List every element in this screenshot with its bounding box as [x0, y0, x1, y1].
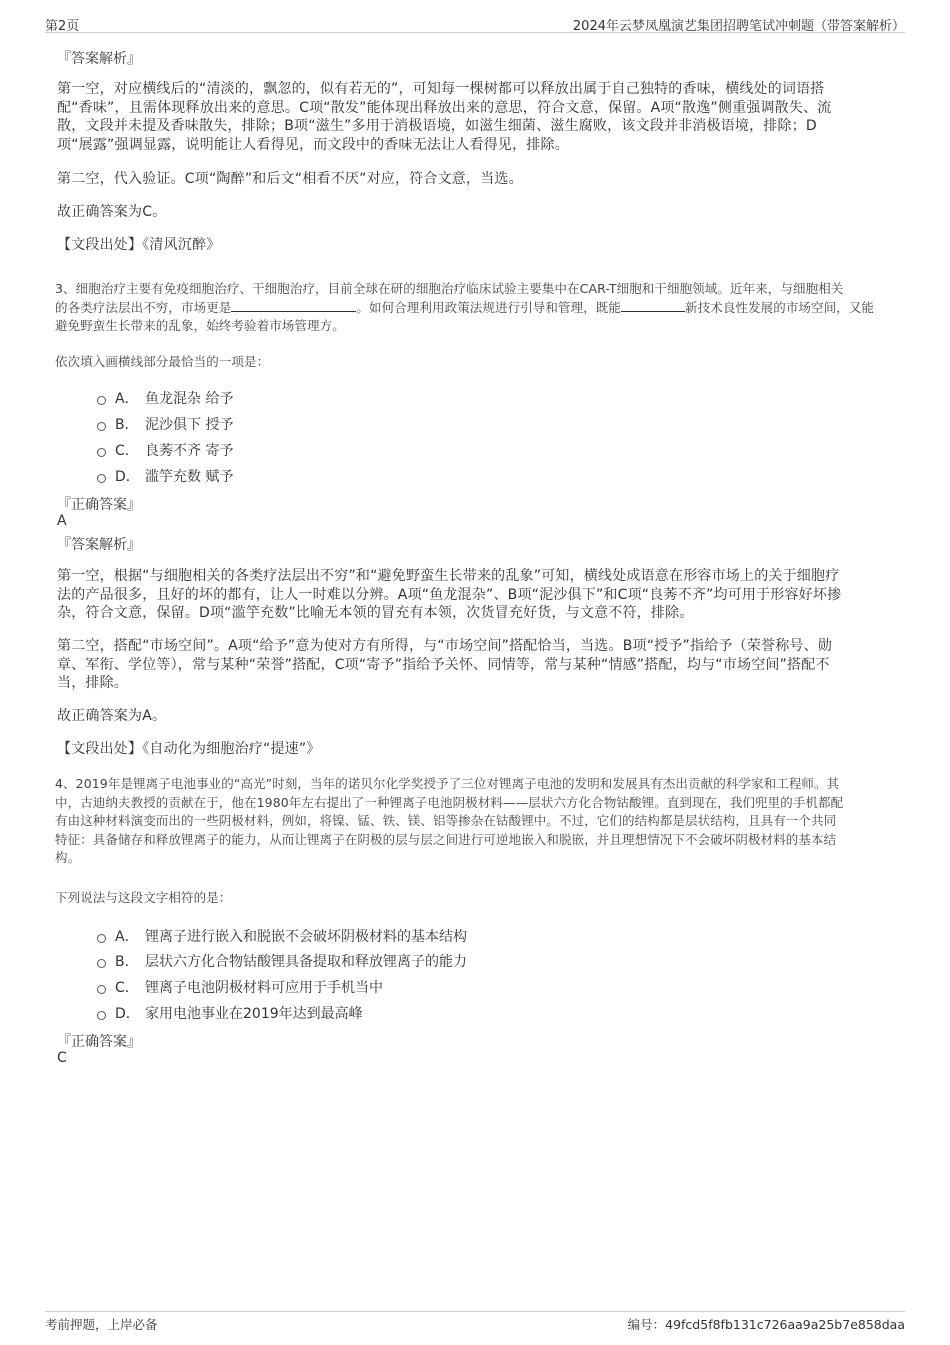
- radio-button[interactable]: [97, 422, 106, 431]
- radio-button[interactable]: [97, 959, 106, 968]
- radio-button[interactable]: [97, 396, 106, 405]
- blank-1: [231, 299, 356, 312]
- q3-conclusion: 故正确答案为A。: [57, 708, 167, 724]
- q3-analysis-label: 『答案解析』: [57, 537, 141, 553]
- q3-analysis-paragraph-1: 第一空，根据“与细胞相关的各类疗法层出不穷”和“避免野蛮生长带来的乱象”可知，横线处成语意在形容市场上的关于细胞疗 法的产品很多，且好的坏的都有，让人一时难以分辨。A项“鱼龙混杂”、B项“泥沙俱下”和C项“良莠不齐”均可用于形容好坏掺 杂，符合文意，保留。D项“滥竽充数”比喻无本领的冒充有本领，次货冒充好货，与文意不符，排除。: [57, 568, 842, 621]
- q3-option-a[interactable]: A． 鱼龙混杂 给予: [97, 388, 233, 408]
- q3-option-b[interactable]: B． 泥沙俱下 授予: [97, 414, 233, 434]
- q2-conclusion: 故正确答案为C。: [57, 204, 167, 220]
- q2-source: 【文段出处】《清风沉醉》: [57, 237, 221, 253]
- radio-button[interactable]: [97, 448, 106, 457]
- document-serial: 编号：49fcd5f8fb131c726aa9a25b7e858daa: [627, 1317, 905, 1332]
- q4-option-d[interactable]: D． 家用电池事业在2019年达到最高峰: [97, 1003, 363, 1023]
- q3-prompt: 依次填入画横线部分最恰当的一项是：: [55, 354, 270, 369]
- blank-2: [621, 299, 685, 312]
- q4-option-a[interactable]: A． 锂离子进行嵌入和脱嵌不会破坏阴极材料的基本结构: [97, 926, 467, 946]
- q4-option-c[interactable]: C． 锂离子电池阴极材料可应用于手机当中: [97, 977, 383, 997]
- q3-option-c[interactable]: C． 良莠不齐 寄予: [97, 440, 233, 460]
- q4-answer-label: 『正确答案』: [57, 1034, 141, 1050]
- q3-answer: A: [57, 513, 67, 529]
- footer-slogan: 考前押题，上岸必备: [45, 1317, 158, 1332]
- q2-analysis-paragraph-1: 第一空，对应横线后的“清淡的，飘忽的，似有若无的”，可知每一棵树都可以释放出属于自己独特的香味，横线处的词语搭 配“香味”，且需体现释放出来的意思。C项“散发”能体现出释放出来的意思，符合文意，保留。A项“散逸”侧重强调散失、流 散，文段并未提及香味散失，排除；B项“滋生”多用于消极语境，如滋生细菌、滋生腐败，该文段并非消极语境，排除；D 项“展露”强调显露，说明能让人看得见，而文段中的香味无法让人看得见，排除。: [57, 81, 832, 153]
- q2-analysis-label: 『答案解析』: [57, 51, 141, 67]
- q3-analysis-paragraph-2: 第二空，搭配“市场空间”。A项“给予”意为使对方有所得，与“市场空间”搭配恰当，当选。B项“授予”指给予（荣誉称号、勋 章、军衔、学位等），常与某种“荣誉”搭配，C项“寄予”指给予关怀、同情等，常与某种“情感”搭配，均与“市场空间”搭配不 当，排除。: [57, 638, 833, 691]
- q3-stem: 3、细胞治疗主要有免疫细胞治疗、干细胞治疗，目前全球在研的细胞治疗临床试验主要集中在CAR-T细胞和干细胞领域。近年来，与细胞相关 的各类疗法层出不穷，市场更是 。如何合理利用政策法规进行引导和管理，既能 新技术良性发展的市场空间，又能 避免野蛮生长带来的乱象，始终考验着市场管理方。: [55, 281, 875, 333]
- radio-button[interactable]: [97, 1011, 106, 1020]
- q4-answer: C: [57, 1050, 67, 1066]
- q4-stem: 4、2019年是锂离子电池事业的“高光”时刻，当年的诺贝尔化学奖授予了三位对锂离子电池的发明和发展具有杰出贡献的科学家和工程师。其 中，古迪纳夫教授的贡献在于，他在1980年左右提出了一种锂离子电池阴极材料——层状六方化合物钴酸锂。直到现在，我们兜里的手机都配 有由这种材料演变而出的一些阴极材料，例如，将镍、锰、铁、镁、铝等掺杂在钴酸锂中。不过，它们的结构都是层状结构，且具有一个共同 特征：具备储存和释放锂离子的能力，从而让锂离子在阴极的层与层之间进行可逆地嵌入和脱嵌，并且理想情况下不会破坏阴极材料的基本结 构。: [55, 776, 844, 865]
- q3-option-d[interactable]: D． 滥竽充数 赋予: [97, 466, 233, 486]
- q4-prompt: 下列说法与这段文字相符的是：: [55, 890, 232, 905]
- page-number: 第2页: [45, 19, 80, 34]
- q3-answer-label: 『正确答案』: [57, 497, 141, 513]
- radio-button[interactable]: [97, 985, 106, 994]
- radio-button[interactable]: [97, 474, 106, 483]
- q4-option-b[interactable]: B． 层状六方化合物钴酸锂具备提取和释放锂离子的能力: [97, 951, 467, 971]
- page-header: [45, 13, 905, 33]
- document-title: 2024年云梦凤凰演艺集团招聘笔试冲刺题（带答案解析）: [572, 19, 905, 34]
- page-footer: [45, 1311, 905, 1332]
- q2-analysis-paragraph-2: 第二空，代入验证。C项“陶醉”和后文“相看不厌”对应，符合文意，当选。: [57, 171, 523, 187]
- radio-button[interactable]: [97, 934, 106, 943]
- q3-source: 【文段出处】《自动化为细胞治疗“提速”》: [57, 741, 321, 757]
